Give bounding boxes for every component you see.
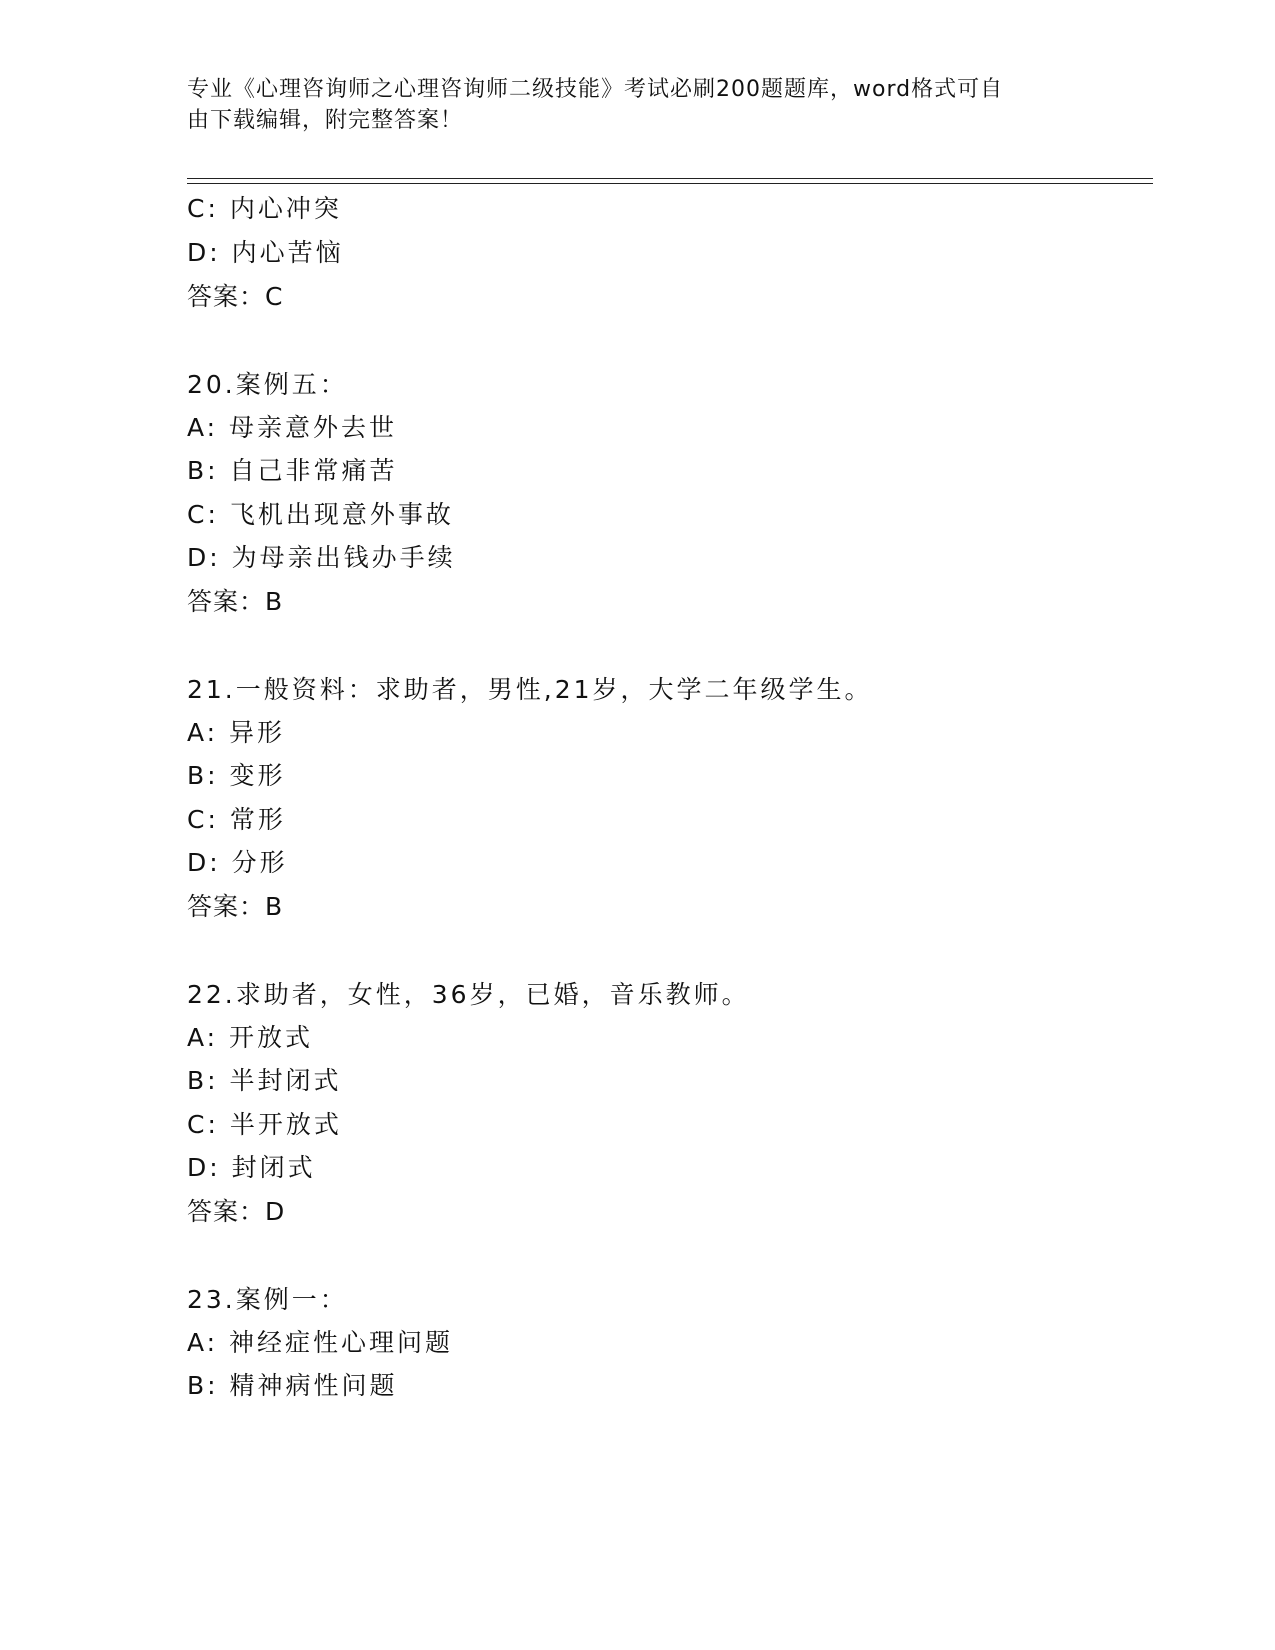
header-line-1: 专业《心理咨询师之心理咨询师二级技能》考试必刷200题题库，word格式可自	[187, 77, 1004, 102]
option-a: A: 母亲意外去世	[187, 413, 398, 442]
option-a: A: 异形	[187, 718, 286, 747]
answer: 答案：B	[187, 587, 284, 616]
document-header	[187, 74, 1067, 136]
option-b: B: 精神病性问题	[187, 1371, 398, 1400]
option-d: D: 封闭式	[187, 1153, 316, 1182]
answer: 答案：D	[187, 1197, 286, 1226]
header-divider-bottom	[187, 183, 1153, 184]
question-title: 20.案例五：	[187, 370, 348, 399]
option-b: B: 变形	[187, 761, 286, 790]
option-b: B: 自己非常痛苦	[187, 456, 398, 485]
header-divider-top	[187, 178, 1153, 179]
option-a: A: 开放式	[187, 1023, 314, 1052]
option-d: D: 分形	[187, 848, 288, 877]
answer: 答案：B	[187, 892, 284, 921]
question-title: 23.案例一：	[187, 1285, 348, 1314]
option-a: A: 神经症性心理问题	[187, 1328, 454, 1357]
header-line-2: 由下载编辑，附完整答案！	[187, 108, 464, 133]
option-c: C: 常形	[187, 805, 286, 834]
option-d: D: 内心苦恼	[187, 238, 344, 267]
option-d: D: 为母亲出钱办手续	[187, 543, 456, 572]
question-title: 21.一般资料：求助者，男性,21岁，大学二年级学生。	[187, 675, 873, 704]
option-c: C: 内心冲突	[187, 194, 342, 223]
option-c: C: 半开放式	[187, 1110, 342, 1139]
question-title: 22.求助者，女性，36岁，已婚，音乐教师。	[187, 980, 750, 1009]
option-b: B: 半封闭式	[187, 1066, 342, 1095]
answer: 答案：C	[187, 282, 284, 311]
option-c: C: 飞机出现意外事故	[187, 500, 454, 529]
